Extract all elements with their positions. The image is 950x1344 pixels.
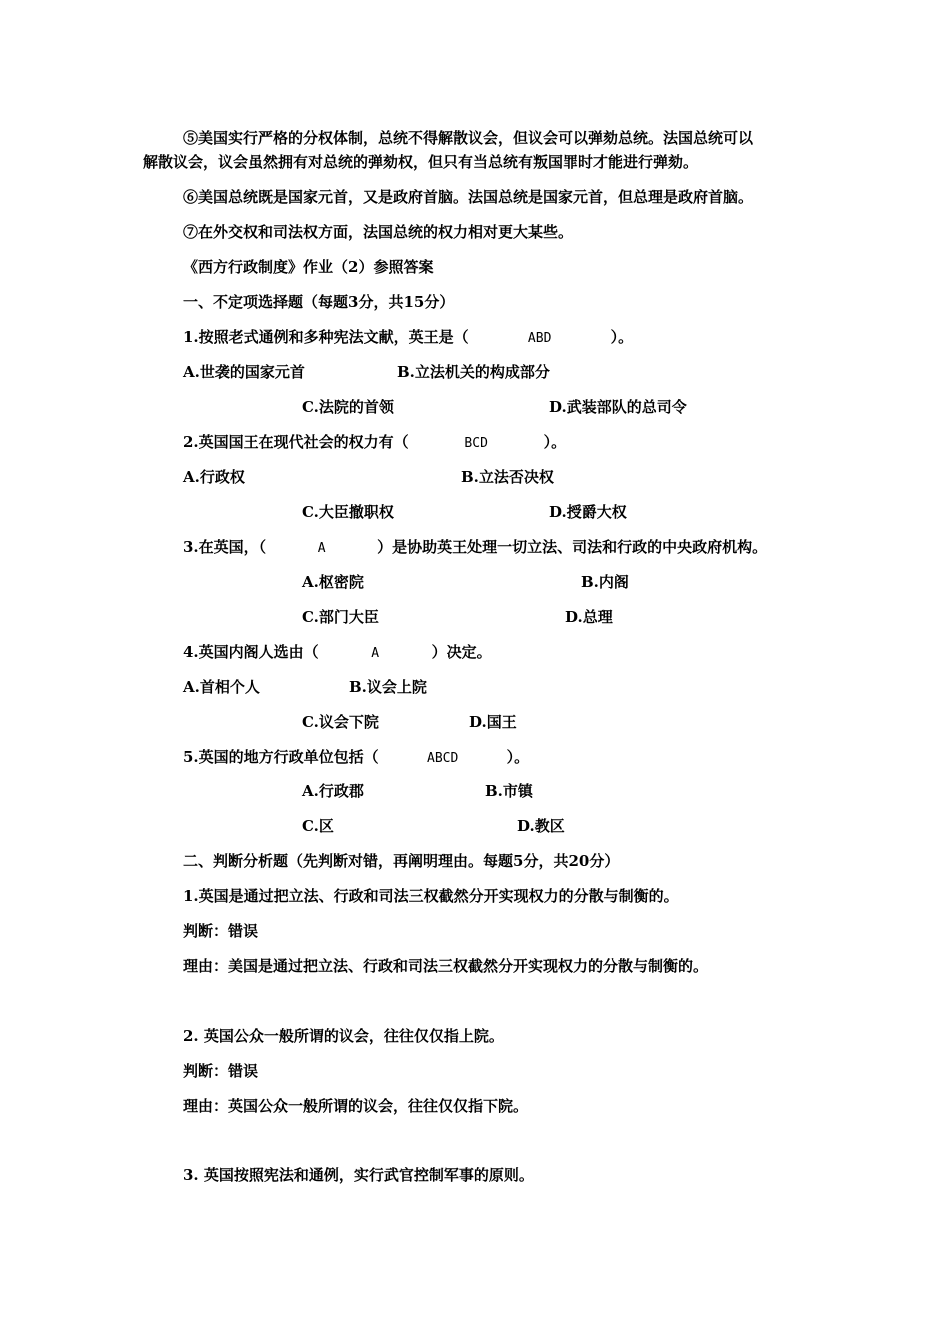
answer: ABCD bbox=[427, 751, 459, 766]
option: C.大臣撤职权 bbox=[302, 503, 394, 521]
option: C.部门大臣 bbox=[302, 608, 379, 626]
option: C.议会下院 bbox=[302, 713, 379, 731]
option: D.国王 bbox=[469, 713, 517, 731]
option: A.行政权 bbox=[183, 468, 245, 486]
section-heading: 二、判断分析题（先判断对错，再阐明理由。每题5分，共20分） bbox=[183, 852, 620, 870]
option: D.武装部队的总司令 bbox=[549, 398, 687, 416]
judgment-verdict: 判断：错误 bbox=[183, 1062, 259, 1080]
answer: ABD bbox=[527, 331, 552, 346]
option: A.世袭的国家元首 bbox=[183, 363, 305, 381]
question-stem: 4.英国内阁人选由（ A ）决定。 bbox=[183, 642, 492, 664]
option: B.立法否决权 bbox=[461, 468, 554, 486]
option: B.市镇 bbox=[485, 782, 533, 800]
option: C.法院的首领 bbox=[302, 398, 394, 416]
paragraph-line: ⑤美国实行严格的分权体制，总统不得解散议会，但议会可以弹劾总统。法国总统可以 bbox=[183, 129, 754, 147]
question-stem: 5.英国的地方行政单位包括（ ABCD ）。 bbox=[183, 747, 529, 769]
question-stem: 1.按照老式通例和多种宪法文献，英王是（ ABD ）。 bbox=[183, 327, 633, 349]
judgment-reason: 理由：英国公众一般所谓的议会，往往仅仅指下院。 bbox=[183, 1097, 529, 1115]
paragraph-line: ⑦在外交权和司法权方面，法国总统的权力相对更大某些。 bbox=[183, 223, 574, 241]
judgment-verdict: 判断：错误 bbox=[183, 922, 259, 940]
judgment-statement: 1.英国是通过把立法、行政和司法三权截然分开实现权力的分散与制衡的。 bbox=[183, 887, 679, 905]
judgment-statement: 2. 英国公众一般所谓的议会，往往仅仅指上院。 bbox=[183, 1027, 504, 1045]
answer: A bbox=[371, 646, 380, 661]
option: B.立法机关的构成部分 bbox=[397, 363, 550, 381]
judgment-reason: 理由：美国是通过把立法、行政和司法三权截然分开实现权力的分散与制衡的。 bbox=[183, 957, 709, 975]
question-stem: 2.英国国王在现代社会的权力有（ BCD ）。 bbox=[183, 432, 566, 454]
option: A.枢密院 bbox=[302, 573, 364, 591]
option: A.行政郡 bbox=[302, 782, 364, 800]
paragraph-line: ⑥美国总统既是国家元首，又是政府首脑。法国总统是国家元首，但总理是政府首脑。 bbox=[183, 188, 754, 206]
option: D.授爵大权 bbox=[549, 503, 627, 521]
answer: BCD bbox=[464, 436, 488, 451]
option: D.总理 bbox=[565, 608, 613, 626]
section-title: 《西方行政制度》作业（2）参照答案 bbox=[183, 258, 434, 276]
section-heading: 一、不定项选择题（每题3分，共15分） bbox=[183, 293, 455, 311]
question-stem: 3.在英国，（ A ）是协助英王处理一切立法、司法和行政的中央政府机构。 bbox=[183, 537, 767, 559]
judgment-statement: 3. 英国按照宪法和通例，实行武官控制军事的原则。 bbox=[183, 1166, 534, 1184]
answer: A bbox=[317, 541, 326, 556]
option: C.区 bbox=[302, 817, 334, 835]
option: D.教区 bbox=[517, 817, 565, 835]
option: B.议会上院 bbox=[349, 678, 427, 696]
option: B.内阁 bbox=[581, 573, 629, 591]
paragraph-line: 解散议会，议会虽然拥有对总统的弹劾权，但只有当总统有叛国罪时才能进行弹劾。 bbox=[143, 153, 699, 171]
option: A.首相个人 bbox=[183, 678, 260, 696]
